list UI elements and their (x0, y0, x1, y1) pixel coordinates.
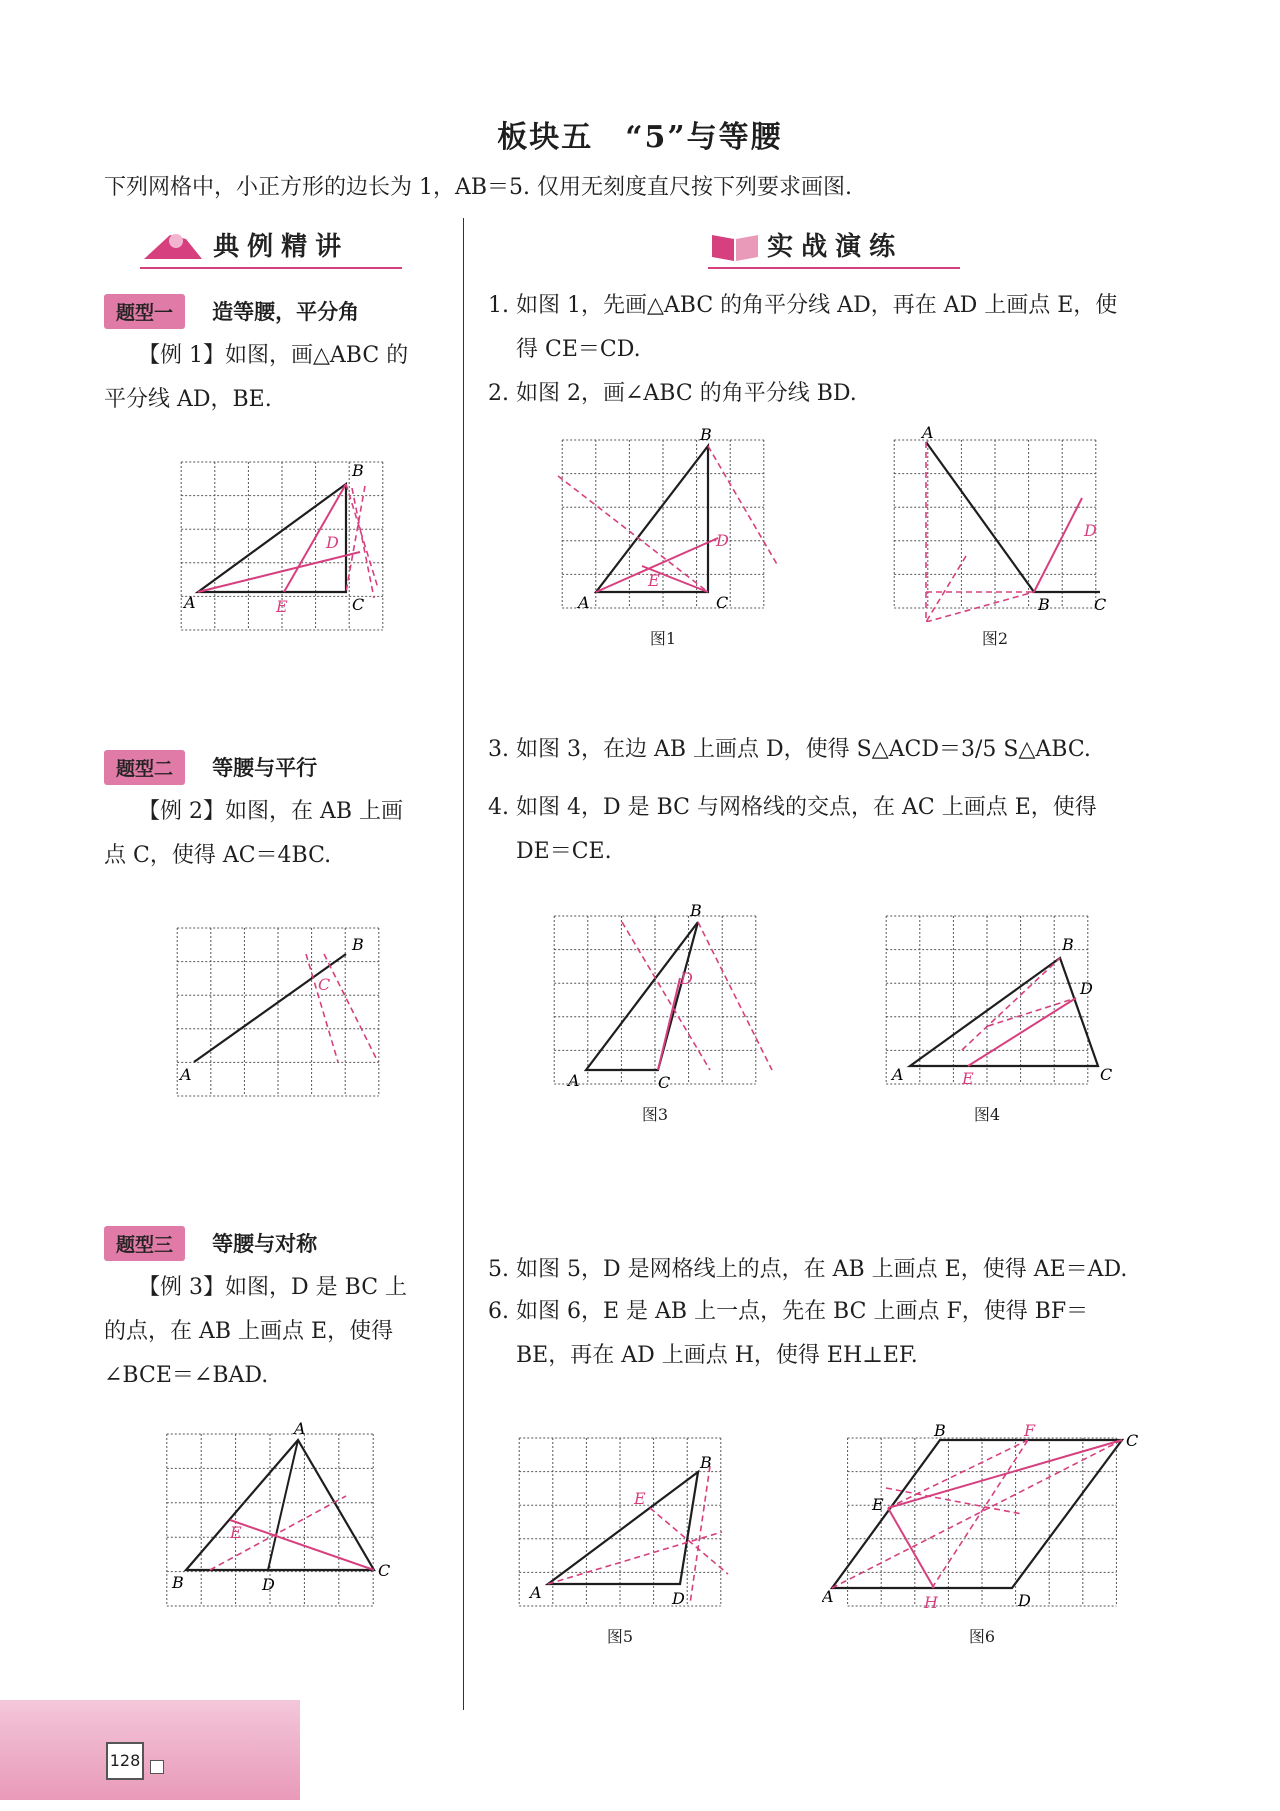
label-c: C (318, 975, 331, 994)
label-f: F (1024, 1424, 1036, 1440)
problem-line: 得 CE＝CD. (516, 337, 641, 362)
problem-line: 6. 如图 6，E 是 AB 上一点，先在 BC 上画点 F，使得 BF＝ (488, 1299, 1089, 1324)
example-line: ∠BCE＝∠BAD. (104, 1363, 269, 1388)
intro-text: 下列网格中，小正方形的边长为 1，AB＝5. 仅用无刻度直尺按下列要求画图. (104, 175, 853, 200)
label-b: B (700, 1453, 712, 1472)
page-number: 128 (106, 1742, 144, 1780)
triangle-abc (186, 1440, 374, 1570)
label-b: B (700, 426, 712, 444)
figure-5 (500, 1424, 740, 1647)
label-e: E (962, 1069, 974, 1088)
problem-line: 1. 如图 1，先画△ABC 的角平分线 AD，再在 AD 上画点 E，使 (488, 293, 1118, 318)
construction-lines (962, 958, 1076, 1050)
example-line: 【例 3】如图，D 是 BC 上 (138, 1275, 408, 1300)
construction-lines (926, 442, 1034, 622)
angle-abc (926, 442, 1100, 592)
label-a: A (530, 1583, 542, 1602)
type-two-header (104, 750, 317, 785)
right-section-underline (708, 267, 960, 269)
grid (886, 916, 1088, 1084)
label-e: E (648, 571, 660, 590)
segment-ce (230, 1520, 374, 1570)
type-name: 等腰与对称 (212, 1232, 318, 1256)
label-a: A (184, 593, 196, 612)
label-a: A (892, 1065, 904, 1084)
label-c: C (1094, 595, 1107, 614)
type-badge: 题型二 (104, 750, 185, 785)
figure-caption: 图4 (973, 1105, 1001, 1124)
label-d: D (1084, 521, 1097, 540)
figure-caption: 图5 (606, 1627, 634, 1646)
label-b: B (690, 902, 702, 920)
label-d: D (262, 1575, 275, 1594)
type-badge: 题型三 (104, 1226, 185, 1261)
left-section-underline (140, 267, 402, 269)
example-3 (104, 1266, 454, 1398)
label-c: C (352, 595, 365, 614)
label-d: D (716, 531, 729, 550)
figure-2 (870, 426, 1120, 649)
label-h: H (924, 1593, 938, 1612)
triangle-abd (548, 1472, 698, 1584)
column-divider (463, 218, 464, 1710)
label-d: D (326, 533, 339, 552)
label-c: C (378, 1561, 390, 1580)
label-e: E (634, 1489, 646, 1508)
label-e: E (276, 597, 288, 616)
example-line: 的点，在 AB 上画点 E，使得 (104, 1319, 394, 1344)
bisector-bd (1034, 498, 1082, 592)
label-d: D (680, 969, 693, 988)
type-three-header (104, 1226, 317, 1261)
trophy-icon (140, 227, 208, 263)
example-1 (104, 334, 454, 422)
triangle-abc (586, 922, 698, 1070)
figure-caption: 图3 (641, 1105, 669, 1124)
label-a: A (294, 1420, 306, 1438)
figure-6 (822, 1424, 1142, 1647)
construction-lines (558, 446, 778, 592)
example-line: 【例 2】如图，在 AB 上画 (138, 799, 404, 824)
figure-example-3 (150, 1420, 390, 1620)
example-line: 平分线 AD，BE. (104, 387, 272, 412)
construction-lines (832, 1440, 1122, 1588)
problem-line: 2. 如图 2，画∠ABC 的角平分线 BD. (488, 381, 857, 406)
label-d: D (1080, 979, 1093, 998)
grid (562, 440, 764, 608)
problem-line: 5. 如图 5，D 是网格线上的点，在 AB 上画点 E，使得 AE＝AD. (488, 1257, 1128, 1282)
label-d: D (1018, 1591, 1031, 1610)
segment-ad (268, 1440, 298, 1570)
label-b: B (1038, 595, 1050, 614)
grid (177, 928, 379, 1096)
segment-ab (194, 954, 346, 1062)
type-name: 造等腰，平分角 (212, 300, 360, 324)
label-b: B (352, 935, 364, 954)
problem-line: DE＝CE. (516, 839, 612, 864)
label-c: C (1100, 1065, 1112, 1084)
label-b: B (1062, 935, 1074, 954)
segment-de (968, 998, 1076, 1066)
example-line: 【例 1】如图，画△ABC 的 (138, 343, 409, 368)
left-section-header (140, 226, 410, 269)
label-a: A (180, 1065, 192, 1084)
figure-caption: 图2 (981, 629, 1009, 648)
triangle-abc (198, 484, 346, 592)
example-2 (104, 790, 454, 878)
page-accent-bar (0, 1700, 300, 1800)
segment-cd (658, 978, 680, 1070)
label-a: A (568, 1071, 580, 1090)
book-icon (708, 227, 762, 263)
label-a: A (922, 426, 934, 442)
label-a: A (578, 593, 590, 612)
grid (554, 916, 756, 1084)
left-section-title: 典例精讲 (213, 232, 350, 262)
construction-lines (346, 484, 378, 598)
label-a: A (822, 1587, 834, 1606)
label-b: B (934, 1424, 946, 1440)
problem-1 (488, 284, 1188, 372)
page-title: 板块五 “5”与等腰 (497, 120, 783, 155)
type-one-header (104, 294, 359, 329)
right-section-title: 实战演练 (767, 232, 904, 262)
page-marker (150, 1760, 164, 1774)
type-badge: 题型一 (104, 294, 185, 329)
figure-caption: 图6 (968, 1627, 996, 1646)
construction-lines (622, 922, 772, 1070)
problem-line: 3. 如图 3，在边 AB 上画点 D，使得 S△ACD＝3/5 S△ABC. (488, 737, 1091, 762)
type-name: 等腰与平行 (212, 756, 318, 780)
figure-example-1 (162, 448, 402, 644)
problem-6 (488, 1290, 1188, 1378)
grid (894, 440, 1096, 608)
figure-1 (538, 426, 788, 649)
example-line: 点 C，使得 AC＝4BC. (104, 843, 332, 868)
label-c: C (716, 593, 729, 612)
label-b: B (172, 1573, 184, 1592)
construction-lines (306, 954, 378, 1062)
problem-2 (488, 372, 1188, 416)
figure-3 (530, 902, 780, 1125)
label-e: E (230, 1523, 242, 1542)
problem-4 (488, 786, 1188, 874)
problem-line: 4. 如图 4，D 是 BC 与网格线的交点，在 AC 上画点 E，使得 (488, 795, 1097, 820)
problem-line: BE，再在 AD 上画点 H，使得 EH⊥EF. (516, 1343, 918, 1368)
right-section-header (708, 226, 968, 269)
figure-caption: 图1 (649, 629, 677, 648)
label-c: C (658, 1073, 671, 1092)
triangle-abc (910, 958, 1098, 1066)
figure-example-2 (158, 914, 398, 1110)
problem-5 (488, 1248, 1188, 1292)
problem-3 (488, 728, 1188, 772)
label-c: C (1126, 1431, 1139, 1450)
figure-4 (862, 902, 1112, 1125)
label-d: D (672, 1589, 685, 1608)
label-e: E (872, 1495, 884, 1514)
label-b: B (352, 461, 364, 480)
